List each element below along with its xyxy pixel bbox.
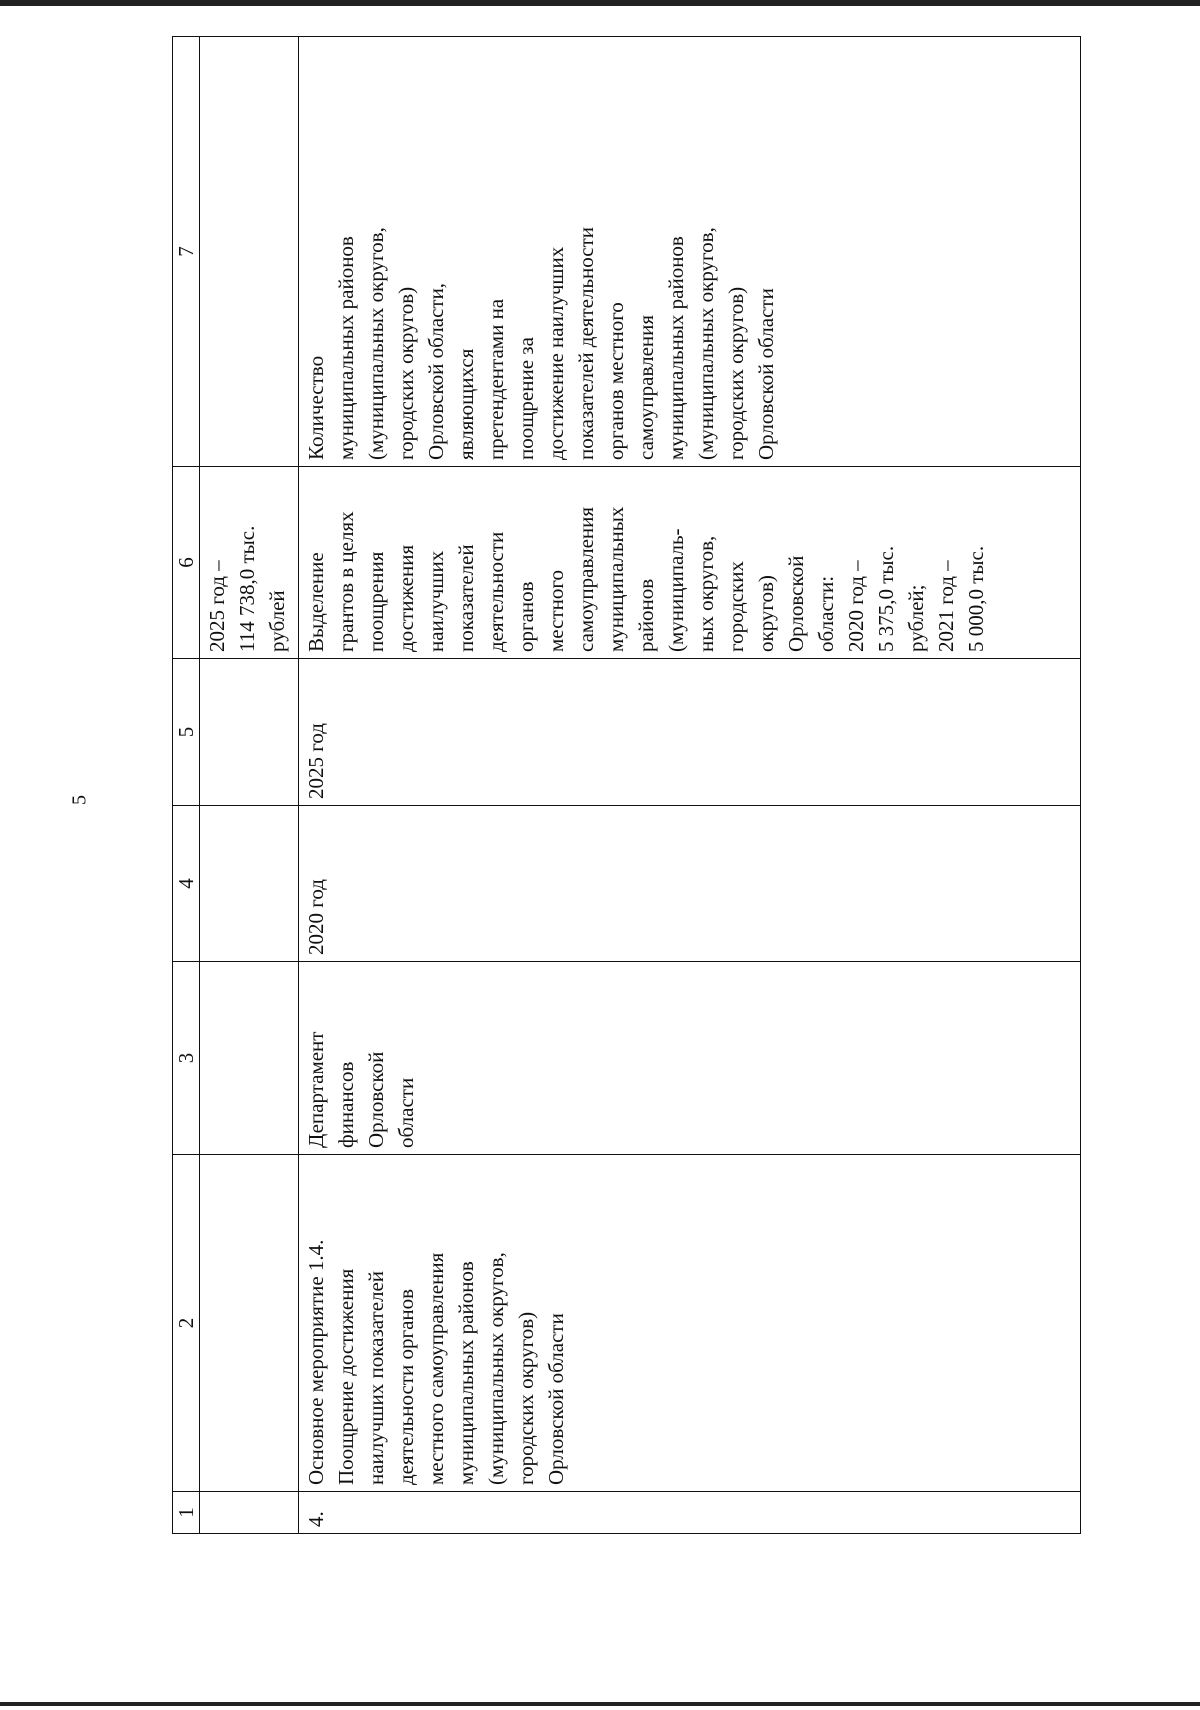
header-cell-5: 5 xyxy=(173,659,200,806)
expected-result: Выделение грантов в целях поощрения достижения наилучших показателей деятельности органов местного самоуправления муниципальных районов (муниципаль- ных округов, городских округов) Орловской области: 2020 год – 5 375,0 тыс. рублей; 2021 год – 5 000,0 тыс. xyxy=(299,467,1081,659)
start-year: 2020 год xyxy=(299,806,1081,962)
scan-edge-top xyxy=(0,0,1200,6)
responsible-executor: Департамент финансов Орловской области xyxy=(299,962,1081,1155)
continuation-row xyxy=(200,37,299,1534)
cont-cell-4 xyxy=(200,806,299,962)
end-year: 2025 год xyxy=(299,659,1081,806)
cont-cell-7 xyxy=(200,37,299,467)
header-cell-1: 1 xyxy=(173,1492,200,1534)
rotated-table-frame xyxy=(172,37,1081,1534)
cont-cell-funding: 2025 год – 114 738,0 тыс. рублей xyxy=(200,467,299,659)
measure-name: Основное мероприятие 1.4. Поощрение достижения наилучших показателей деятельности органов местного самоуправления муниципальных районов (муниципальных округов, городских округов) Орловской области xyxy=(299,1155,1081,1492)
header-cell-3: 3 xyxy=(173,962,200,1155)
table-row xyxy=(299,37,1081,1534)
indicator: Количество муниципальных районов (муниципальных округов, городских округов) Орловской области, являющихся претендентами на поощрение за достижение наилучших показателей деятельности органов местного самоуправления муниципальных районов (муниципальных округов, городских округов) Орловской области xyxy=(299,37,1081,467)
measures-table xyxy=(172,36,1081,1534)
row-number: 4. xyxy=(299,1492,1081,1534)
header-row xyxy=(173,37,200,1534)
cont-cell-1 xyxy=(200,1492,299,1534)
cont-cell-2 xyxy=(200,1155,299,1492)
header-cell-4: 4 xyxy=(173,806,200,962)
header-cell-7: 7 xyxy=(173,37,200,467)
page-number: 5 xyxy=(68,795,91,805)
header-cell-6: 6 xyxy=(173,467,200,659)
header-cell-2: 2 xyxy=(173,1155,200,1492)
cont-cell-5 xyxy=(200,659,299,806)
cont-cell-3 xyxy=(200,962,299,1155)
scan-edge-bottom xyxy=(0,1702,1200,1706)
table-container xyxy=(172,37,1081,1534)
